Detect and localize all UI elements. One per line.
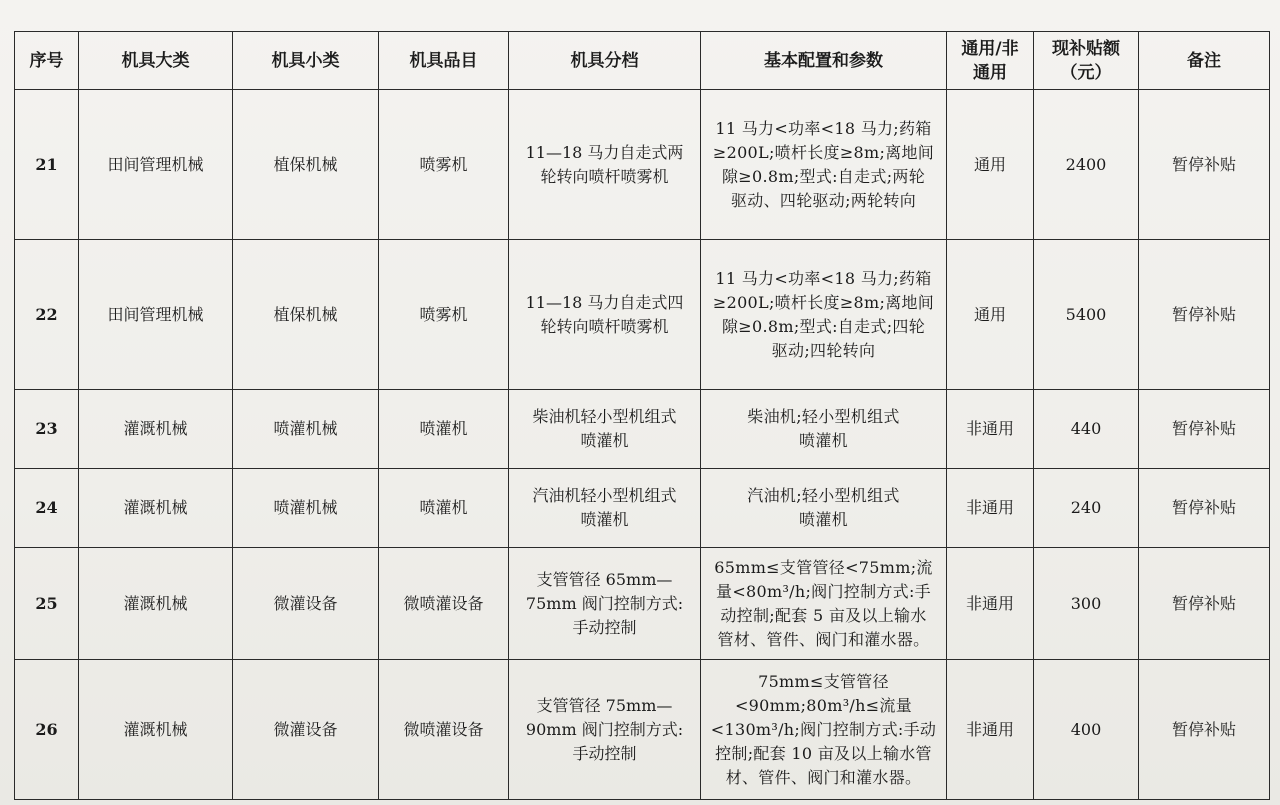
cell-general: 非通用 bbox=[947, 390, 1034, 469]
cell-minor-category: 植保机械 bbox=[233, 90, 379, 240]
cell-seq: 23 bbox=[15, 390, 79, 469]
header-grade: 机具分档 bbox=[509, 32, 701, 90]
cell-subsidy: 440 bbox=[1034, 390, 1139, 469]
cell-major-category: 灌溉机械 bbox=[79, 660, 233, 800]
table-header-row bbox=[15, 32, 1270, 90]
cell-grade: 支管管径 75mm— 90mm 阀门控制方式: 手动控制 bbox=[509, 660, 701, 800]
cell-major-category: 灌溉机械 bbox=[79, 469, 233, 548]
header-subsidy: 现补贴额 （元） bbox=[1034, 32, 1139, 90]
cell-remark: 暂停补贴 bbox=[1139, 390, 1270, 469]
cell-remark: 暂停补贴 bbox=[1139, 548, 1270, 660]
table-row bbox=[15, 660, 1270, 800]
cell-subsidy: 2400 bbox=[1034, 90, 1139, 240]
cell-params: 11 马力<功率<18 马力;药箱 ≥200L;喷杆长度≥8m;离地间 隙≥0.8m;型式:自走式;四轮 驱动;四轮转向 bbox=[701, 240, 947, 390]
cell-grade: 支管管径 65mm— 75mm 阀门控制方式: 手动控制 bbox=[509, 548, 701, 660]
header-seq: 序号 bbox=[15, 32, 79, 90]
cell-grade: 11—18 马力自走式四 轮转向喷杆喷雾机 bbox=[509, 240, 701, 390]
cell-remark: 暂停补贴 bbox=[1139, 469, 1270, 548]
header-params: 基本配置和参数 bbox=[701, 32, 947, 90]
cell-major-category: 田间管理机械 bbox=[79, 90, 233, 240]
cell-seq: 26 bbox=[15, 660, 79, 800]
table-row bbox=[15, 548, 1270, 660]
header-item: 机具品目 bbox=[379, 32, 509, 90]
cell-general: 非通用 bbox=[947, 660, 1034, 800]
cell-grade: 11—18 马力自走式两 轮转向喷杆喷雾机 bbox=[509, 90, 701, 240]
header-major-category: 机具大类 bbox=[79, 32, 233, 90]
cell-item: 喷灌机 bbox=[379, 469, 509, 548]
cell-grade: 柴油机轻小型机组式 喷灌机 bbox=[509, 390, 701, 469]
cell-seq: 24 bbox=[15, 469, 79, 548]
cell-item: 喷雾机 bbox=[379, 90, 509, 240]
cell-minor-category: 微灌设备 bbox=[233, 548, 379, 660]
table-row bbox=[15, 240, 1270, 390]
cell-subsidy: 400 bbox=[1034, 660, 1139, 800]
header-remark: 备注 bbox=[1139, 32, 1270, 90]
cell-seq: 21 bbox=[15, 90, 79, 240]
cell-params: 柴油机;轻小型机组式 喷灌机 bbox=[701, 390, 947, 469]
cell-major-category: 灌溉机械 bbox=[79, 390, 233, 469]
cell-general: 非通用 bbox=[947, 469, 1034, 548]
cell-minor-category: 喷灌机械 bbox=[233, 469, 379, 548]
cell-minor-category: 微灌设备 bbox=[233, 660, 379, 800]
cell-params: 11 马力<功率<18 马力;药箱 ≥200L;喷杆长度≥8m;离地间 隙≥0.8m;型式:自走式;两轮 驱动、四轮驱动;两轮转向 bbox=[701, 90, 947, 240]
cell-item: 微喷灌设备 bbox=[379, 660, 509, 800]
cell-major-category: 灌溉机械 bbox=[79, 548, 233, 660]
cell-subsidy: 5400 bbox=[1034, 240, 1139, 390]
table-row bbox=[15, 90, 1270, 240]
cell-general: 通用 bbox=[947, 90, 1034, 240]
cell-subsidy: 300 bbox=[1034, 548, 1139, 660]
cell-item: 喷雾机 bbox=[379, 240, 509, 390]
cell-major-category: 田间管理机械 bbox=[79, 240, 233, 390]
cell-params: 75mm≤支管管径 <90mm;80m³/h≤流量 <130m³/h;阀门控制方式:手动 控制;配套 10 亩及以上输水管 材、管件、阀门和灌水器。 bbox=[701, 660, 947, 800]
cell-minor-category: 植保机械 bbox=[233, 240, 379, 390]
cell-seq: 22 bbox=[15, 240, 79, 390]
cell-remark: 暂停补贴 bbox=[1139, 240, 1270, 390]
cell-general: 通用 bbox=[947, 240, 1034, 390]
cell-params: 65mm≤支管管径<75mm;流 量<80m³/h;阀门控制方式:手 动控制;配套 5 亩及以上输水 管材、管件、阀门和灌水器。 bbox=[701, 548, 947, 660]
table-row bbox=[15, 469, 1270, 548]
header-general: 通用/非 通用 bbox=[947, 32, 1034, 90]
cell-remark: 暂停补贴 bbox=[1139, 660, 1270, 800]
cell-seq: 25 bbox=[15, 548, 79, 660]
table-row bbox=[15, 390, 1270, 469]
cell-item: 喷灌机 bbox=[379, 390, 509, 469]
cell-remark: 暂停补贴 bbox=[1139, 90, 1270, 240]
cell-subsidy: 240 bbox=[1034, 469, 1139, 548]
cell-item: 微喷灌设备 bbox=[379, 548, 509, 660]
cell-params: 汽油机;轻小型机组式 喷灌机 bbox=[701, 469, 947, 548]
cell-general: 非通用 bbox=[947, 548, 1034, 660]
cell-grade: 汽油机轻小型机组式 喷灌机 bbox=[509, 469, 701, 548]
header-minor-category: 机具小类 bbox=[233, 32, 379, 90]
subsidy-table bbox=[14, 31, 1270, 800]
cell-minor-category: 喷灌机械 bbox=[233, 390, 379, 469]
